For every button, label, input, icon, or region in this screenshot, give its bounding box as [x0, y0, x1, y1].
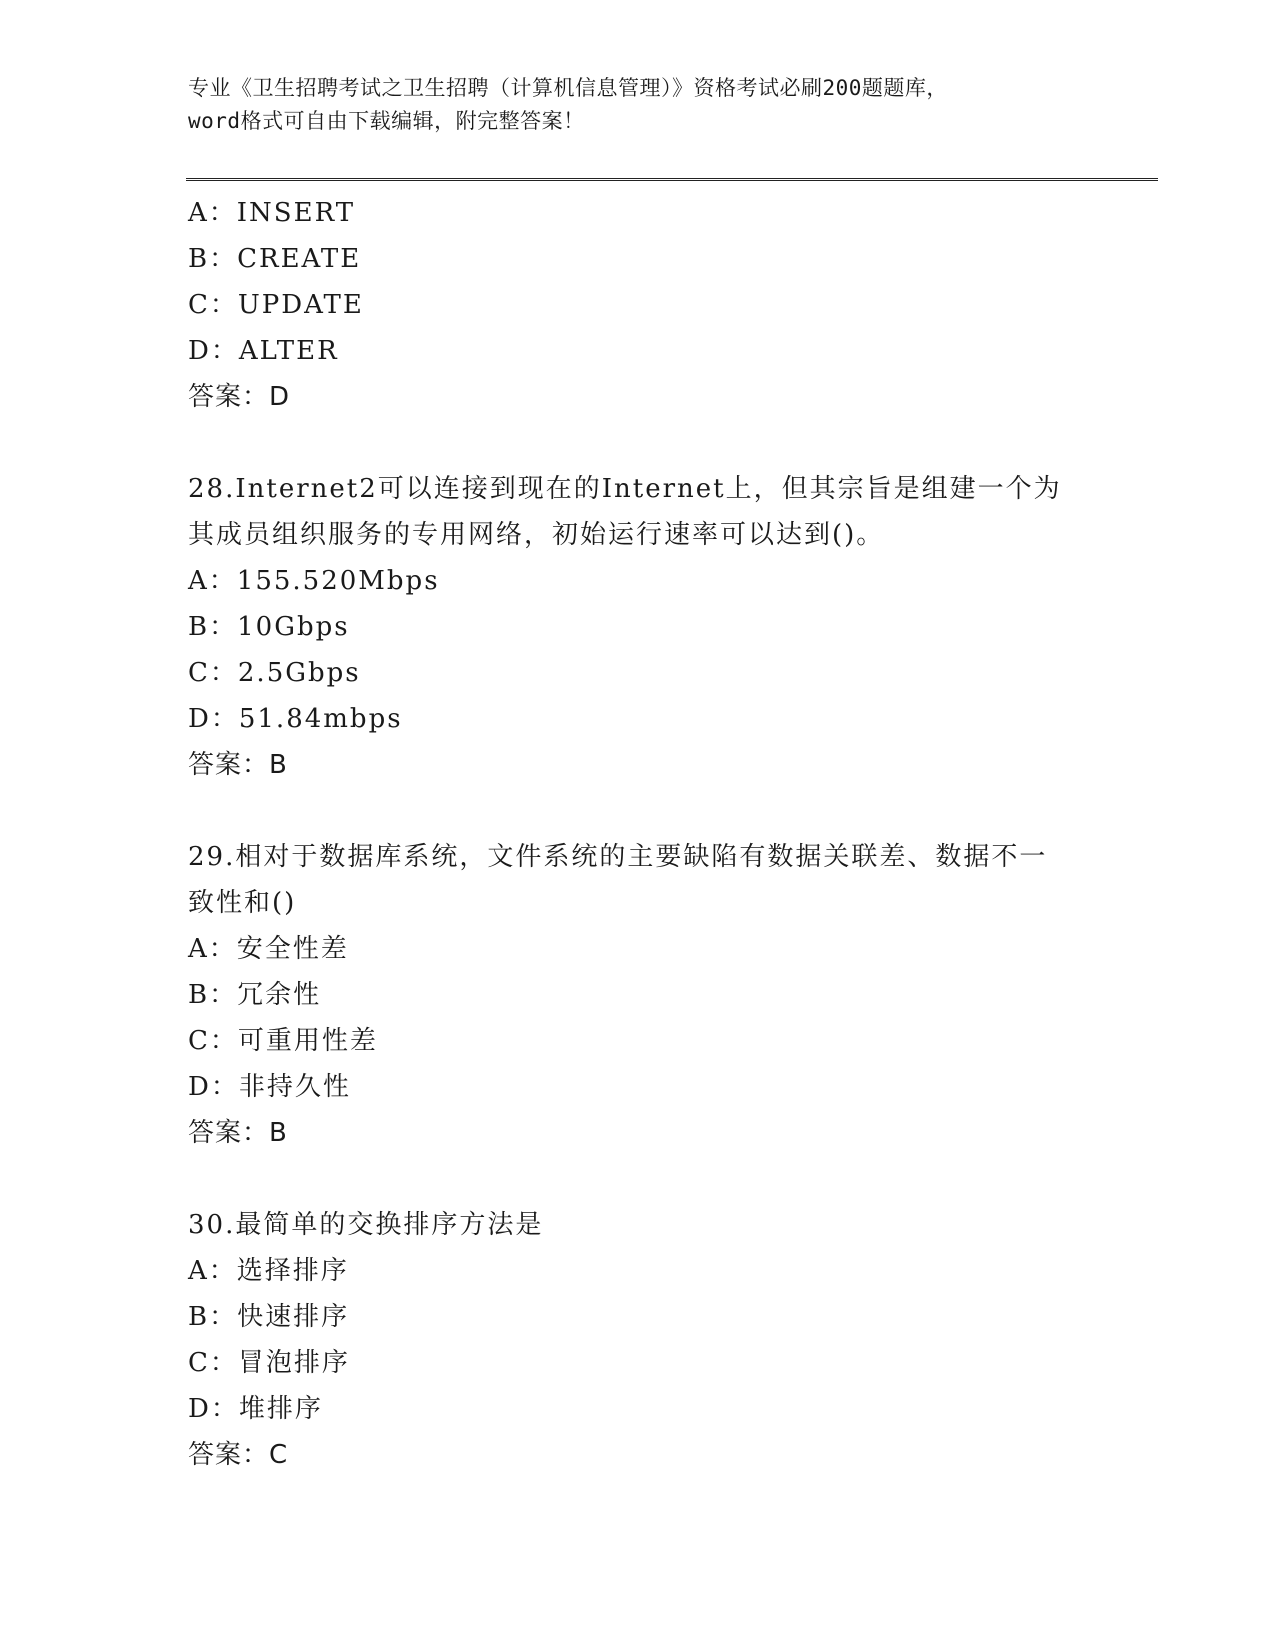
question-stem-line-1: 28.Internet2可以连接到现在的Internet上，但其宗旨是组建一个为: [188, 474, 1062, 504]
option-c: C：2.5Gbps: [188, 658, 361, 688]
option-a: A：155.520Mbps: [188, 566, 440, 596]
question-30: [188, 1202, 1088, 1478]
answer-line: 答案：C: [188, 1440, 289, 1470]
option-d: D：堆排序: [188, 1394, 323, 1424]
question-stem-line-2: 致性和(): [188, 888, 297, 918]
option-b: B：冗余性: [188, 980, 322, 1010]
option-a: A：安全性差: [188, 934, 349, 964]
question-stem-line-1: 29.相对于数据库系统，文件系统的主要缺陷有数据关联差、数据不一: [188, 842, 1048, 872]
option-d: D：ALTER: [188, 336, 339, 366]
answer-line: 答案：B: [188, 1118, 288, 1148]
question-27: [188, 190, 1088, 420]
spacer: [188, 788, 1088, 834]
answer-line: 答案：D: [188, 382, 291, 412]
answer-line: 答案：B: [188, 750, 288, 780]
option-b: B：CREATE: [188, 244, 362, 274]
option-b: B：10Gbps: [188, 612, 350, 642]
header-title-line-2: word格式可自由下载编辑，附完整答案！: [188, 109, 585, 133]
option-d: D：51.84mbps: [188, 704, 403, 734]
option-a: A：选择排序: [188, 1256, 349, 1286]
spacer: [188, 1156, 1088, 1202]
question-stem-line-1: 30.最简单的交换排序方法是: [188, 1210, 544, 1240]
header-title-line-1: 专业《卫生招聘考试之卫生招聘（计算机信息管理）》资格考试必刷200题题库，: [188, 76, 948, 100]
option-c: C：UPDATE: [188, 290, 364, 320]
question-28: [188, 466, 1088, 788]
option-a: A：INSERT: [188, 198, 356, 228]
option-b: B：快速排序: [188, 1302, 350, 1332]
option-c: C：冒泡排序: [188, 1348, 350, 1378]
question-stem-line-2: 其成员组织服务的专用网络，初始运行速率可以达到()。: [188, 520, 885, 550]
option-d: D：非持久性: [188, 1072, 351, 1102]
question-29: [188, 834, 1088, 1156]
question-list: [188, 190, 1088, 1478]
header-divider: [186, 178, 1158, 181]
document-header: [188, 72, 1088, 138]
option-c: C：可重用性差: [188, 1026, 378, 1056]
spacer: [188, 420, 1088, 466]
